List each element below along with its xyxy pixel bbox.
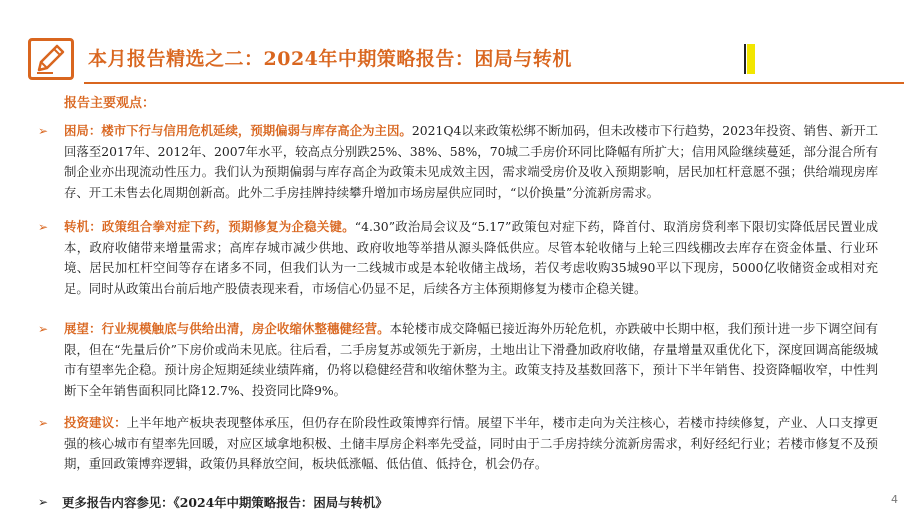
arrow-bullet-icon: ➢ [38, 495, 49, 509]
viewpoint-paragraph [64, 413, 878, 475]
title-highlight-bar [747, 44, 755, 74]
viewpoint-paragraph [64, 319, 878, 401]
viewpoint-lead: 展望：行业规模触底与供给出清，房企收缩休整穗健经营。 [64, 321, 390, 336]
more-report-link: 更多报告内容参见：《2024年中期策略报告：困局与转机》 [62, 495, 388, 510]
pencil-report-icon [28, 38, 74, 80]
viewpoint-body: 上半年地产板块表现整体承压，但仍存在阶段性政策博弈行情。展望下半年，楼市走向为关注核心，若楼市持续修复，产业、人口支撑更强的核心城市有望率先回暖，对应区域拿地积极、土储丰厚房企料率先受益，同时由于二手房持续分流新房需求，利好经纪行业；若楼市修复不及预期，重回政策博弈逻辑，政策仍具释放空间，板块低涨幅、低估值、低持仓，机会仍存。 [64, 415, 879, 471]
viewpoint-lead: 转机：政策组合拳对症下药，预期修复为企稳关键。 [64, 219, 355, 234]
arrow-bullet-icon: ➢ [38, 124, 49, 138]
viewpoint-lead: 投资建议： [64, 415, 127, 430]
viewpoint-lead: 困局：楼市下行与信用危机延续，预期偏弱与库存高企为主因。 [64, 123, 412, 138]
viewpoint-body: 2021Q4以来政策松绑不断加码，但未改楼市下行趋势，2023年投资、销售、新开工回落至2017年、2012年、2007年水平，较高点分别跌25%、38%、58%，70城二手房价环同比降幅有所扩大；信用风险继续蔓延，部分混合所有制企业亦出现流动性压力。我们认为预期偏弱与库存高企为政策未见成效主因，需求端受房价及收入预期影响，居民加杠杆意愿不强；供给端现房库存、开工未售去化周期创新高。此外二手房挂牌持续攀升增加市场房屋供应同时，“以价换量”分流新房需求。 [64, 123, 879, 200]
header-divider [84, 82, 904, 84]
viewpoint-paragraph [64, 217, 878, 299]
page-number: 4 [891, 493, 898, 506]
arrow-bullet-icon: ➢ [38, 220, 49, 234]
page-title: 本月报告精选之二：2024年中期策略报告：困局与转机 [88, 48, 572, 70]
viewpoint-paragraph [64, 121, 878, 203]
viewpoint-body: 本轮楼市成交降幅已接近海外历轮危机，亦跌破中长期中枢，我们预计进一步下调空间有限，但在“先量后价”下房价或尚未见底。往后看，二手房复苏或领先于新房，土地出让下滑叠加政府收储，存量增量双重优化下，深度回调高能级城市有望率先企稳。预计房企短期延续业绩阵痛，仍将以稳健经营和收缩休整为主。政策支持及基数回落下，预计下半年销售、投资降幅收窄，中性判断下全年销售面积同比降12.7%、投资同比降9%。 [64, 321, 879, 398]
viewpoint-body: “4.30”政治局会议及“5.17”政策包对症下药，降首付、取消房贷利率下限切实降低居民置业成本，政府收储带来增量需求；高库存城市减少供地、政府收地等举措从源头降低供应。尽管本轮收储与上轮三四线棚改去库存在资金体量、行业环境、居民加杠杆空间等存在诸多不同，但我们认为一二线城市或是本轮收储主战场，若仅考虑收购35城90平以下现房，5000亿收储资金或相对充足。同时从政策出台前后地产股债表现来看，市场信心仍显不足，后续各方主体预期修复为楼市企稳关键。 [64, 219, 878, 296]
section-subheading: 报告主要观点： [64, 96, 156, 111]
arrow-bullet-icon: ➢ [38, 416, 49, 430]
arrow-bullet-icon: ➢ [38, 322, 49, 336]
